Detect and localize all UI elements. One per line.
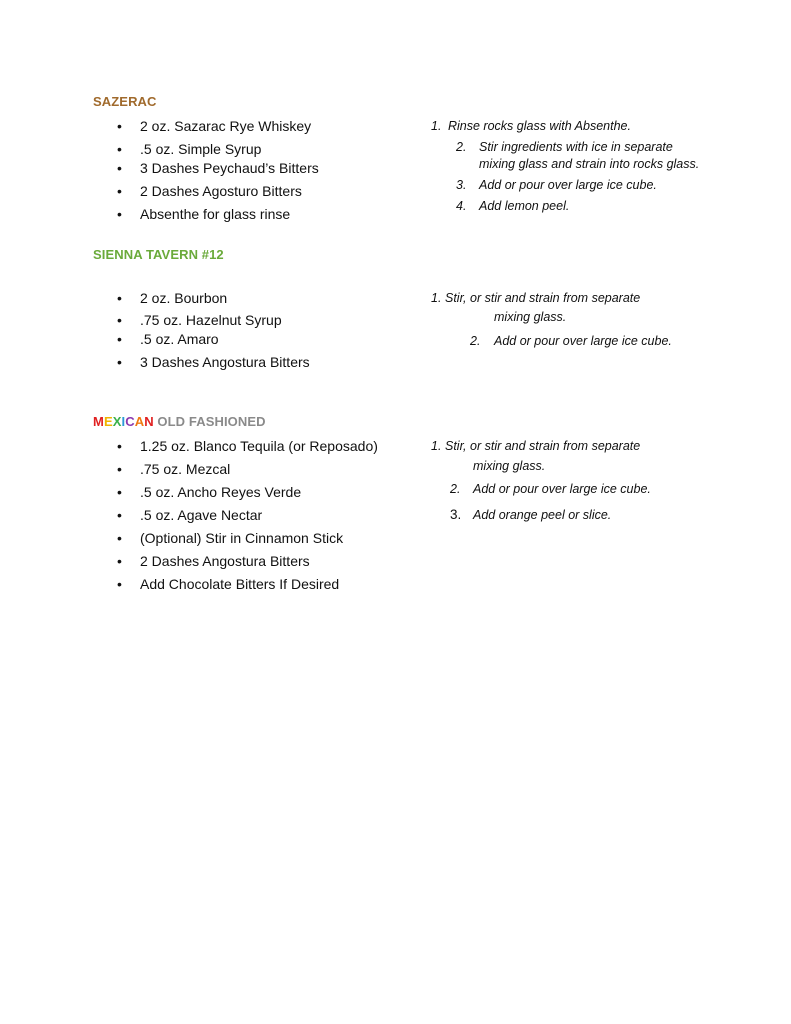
step-continuation: mixing glass. (473, 459, 546, 473)
list-item (117, 552, 310, 570)
step-item (456, 198, 569, 215)
list-item (117, 159, 319, 177)
step-number: 2. (456, 140, 467, 154)
bullet: • (117, 507, 122, 523)
list-item (117, 460, 230, 478)
ingredient-text: 3 Dashes Peychaud’s Bitters (140, 160, 319, 176)
ingredient-text: .75 oz. Mezcal (140, 461, 231, 477)
mexican-title (93, 414, 266, 429)
bullet: • (117, 183, 122, 199)
list-item (117, 140, 261, 158)
bullet: • (117, 461, 122, 477)
step-text: Rinse rocks glass with Absenthe. (448, 119, 631, 133)
title-letter: E (103, 414, 113, 429)
list-item (117, 182, 302, 200)
step-item (470, 333, 672, 350)
ingredient-text: 2 Dashes Angostura Bitters (140, 553, 310, 569)
bullet: • (117, 331, 122, 347)
step-item (456, 139, 673, 156)
step-number: 3. (450, 507, 462, 522)
ingredient-text: (Optional) Stir in Cinnamon Stick (140, 530, 344, 546)
bullet: • (117, 576, 122, 592)
step-number: 1. (431, 291, 442, 305)
ingredient-text: 3 Dashes Angostura Bitters (140, 354, 310, 370)
list-item (117, 289, 227, 307)
bullet: • (117, 553, 122, 569)
step-item (431, 438, 640, 455)
bullet: • (117, 206, 122, 222)
ingredient-text: 2 oz. Sazarac Rye Whiskey (140, 118, 312, 134)
list-item (117, 330, 219, 348)
step-number: 1. (431, 439, 442, 453)
list-item (117, 205, 290, 223)
title-rest: OLD FASHIONED (153, 414, 266, 429)
bullet: • (117, 354, 122, 370)
list-item (117, 483, 301, 501)
list-item (117, 311, 282, 329)
ingredient-text: 2 oz. Bourbon (140, 290, 228, 306)
title-letter: C (125, 414, 135, 429)
list-item (117, 117, 311, 135)
step-text: Add or pour over large ice cube. (494, 334, 672, 348)
step-continuation: mixing glass. (494, 310, 567, 324)
step-item (450, 481, 651, 498)
list-item (117, 506, 262, 524)
ingredient-text: Add Chocolate Bitters If Desired (140, 576, 340, 592)
bullet: • (117, 141, 122, 157)
step-item (431, 118, 631, 135)
title-letter: X (112, 414, 122, 429)
step-number: 4. (456, 199, 467, 213)
bullet: • (117, 312, 122, 328)
step-item (450, 506, 611, 524)
bullet: • (117, 118, 122, 134)
step-text: Stir ingredients with ice in separate (479, 140, 673, 154)
ingredient-text: .5 oz. Simple Syrup (140, 141, 262, 157)
bullet: • (117, 438, 122, 454)
step-text: Add or pour over large ice cube. (473, 482, 651, 496)
list-item (117, 529, 343, 547)
ingredient-text: .5 oz. Amaro (140, 331, 219, 347)
step-text: Add lemon peel. (479, 199, 570, 213)
bullet: • (117, 290, 122, 306)
title-letter: N (144, 414, 154, 429)
sienna-title: SIENNA TAVERN #12 (93, 247, 224, 262)
ingredient-text: 2 Dashes Agosturo Bitters (140, 183, 302, 199)
ingredient-text: 1.25 oz. Blanco Tequila (or Reposado) (140, 438, 378, 454)
title-letter: M (93, 414, 104, 429)
title-letter: A (134, 414, 145, 429)
title-letter: I (121, 414, 126, 429)
step-item (456, 177, 657, 194)
bullet: • (117, 484, 122, 500)
list-item (117, 353, 310, 371)
list-item (117, 437, 378, 455)
step-text: Add orange peel or slice. (473, 508, 612, 522)
step-number: 2. (450, 482, 461, 496)
ingredient-text: .5 oz. Agave Nectar (140, 507, 263, 523)
ingredient-text: .5 oz. Ancho Reyes Verde (140, 484, 302, 500)
step-text: Add or pour over large ice cube. (479, 178, 657, 192)
step-continuation: mixing glass and strain into rocks glass. (479, 157, 700, 171)
sazerac-title: SAZERAC (93, 94, 157, 109)
ingredient-text: Absenthe for glass rinse (140, 206, 291, 222)
list-item (117, 575, 339, 593)
step-text: Stir, or stir and strain from separate (445, 439, 641, 453)
ingredient-text: .75 oz. Hazelnut Syrup (140, 312, 282, 328)
bullet: • (117, 160, 122, 176)
step-number: 2. (470, 334, 481, 348)
step-number: 1. (431, 119, 442, 133)
step-number: 3. (456, 178, 467, 192)
bullet: • (117, 530, 122, 546)
step-item (431, 290, 640, 307)
step-text: Stir, or stir and strain from separate (445, 291, 641, 305)
